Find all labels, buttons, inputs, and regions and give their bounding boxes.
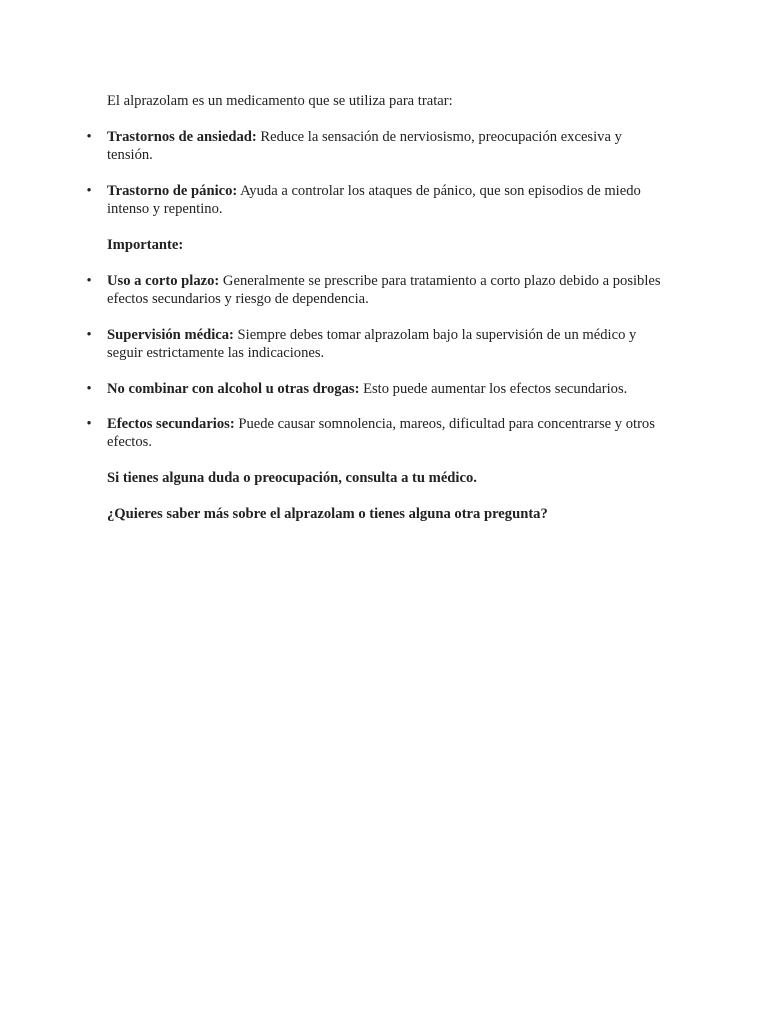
list-item-term: No combinar con alcohol u otras drogas: bbox=[107, 381, 360, 397]
list-item-text: Generalmente se prescribe para tratamiento a corto plazo debido a posibles efectos secundarios y riesgo de dependencia. bbox=[107, 273, 661, 307]
advice-paragraph: Si tienes alguna duda o preocupación, consulta a tu médico. bbox=[107, 470, 477, 486]
list-item-panic bbox=[86, 182, 667, 218]
bullet-icon: • bbox=[86, 273, 92, 289]
list-item-term: Supervisión médica: bbox=[107, 327, 234, 343]
list-item-text: Ayuda a controlar los ataques de pánico, que son episodios de miedo intenso y repentino. bbox=[107, 183, 641, 217]
intro-paragraph: El alprazolam es un medicamento que se utiliza para tratar: bbox=[107, 93, 453, 109]
list-item-term: Uso a corto plazo: bbox=[107, 273, 220, 289]
important-heading: Importante: bbox=[107, 237, 184, 253]
list-item-term: Trastornos de ansiedad: bbox=[107, 129, 257, 145]
list-item-short-term bbox=[86, 272, 667, 308]
list-item-side-effects bbox=[86, 415, 667, 451]
list-item-medical-supervision bbox=[86, 326, 667, 362]
list-item-text: Reduce la sensación de nerviosismo, preocupación excesiva y tensión. bbox=[107, 129, 622, 163]
list-item-text: Esto puede aumentar los efectos secundarios. bbox=[359, 381, 628, 397]
list-item-anxiety bbox=[86, 128, 667, 164]
bullet-icon: • bbox=[86, 381, 92, 397]
bullet-icon: • bbox=[86, 327, 92, 343]
question-paragraph: ¿Quieres saber más sobre el alprazolam o tienes alguna otra pregunta? bbox=[107, 506, 548, 522]
bullet-icon: • bbox=[86, 183, 92, 199]
list-item-text: Puede causar somnolencia, mareos, dificultad para concentrarse y otros efectos. bbox=[107, 416, 655, 450]
bullet-icon: • bbox=[86, 416, 92, 432]
list-item-text: Siempre debes tomar alprazolam bajo la supervisión de un médico y seguir estrictamente las indicaciones. bbox=[107, 327, 637, 361]
bullet-icon: • bbox=[86, 129, 92, 145]
list-item-term: Trastorno de pánico: bbox=[107, 183, 238, 199]
list-item-term: Efectos secundarios: bbox=[107, 416, 235, 432]
list-item-no-alcohol bbox=[86, 380, 667, 398]
